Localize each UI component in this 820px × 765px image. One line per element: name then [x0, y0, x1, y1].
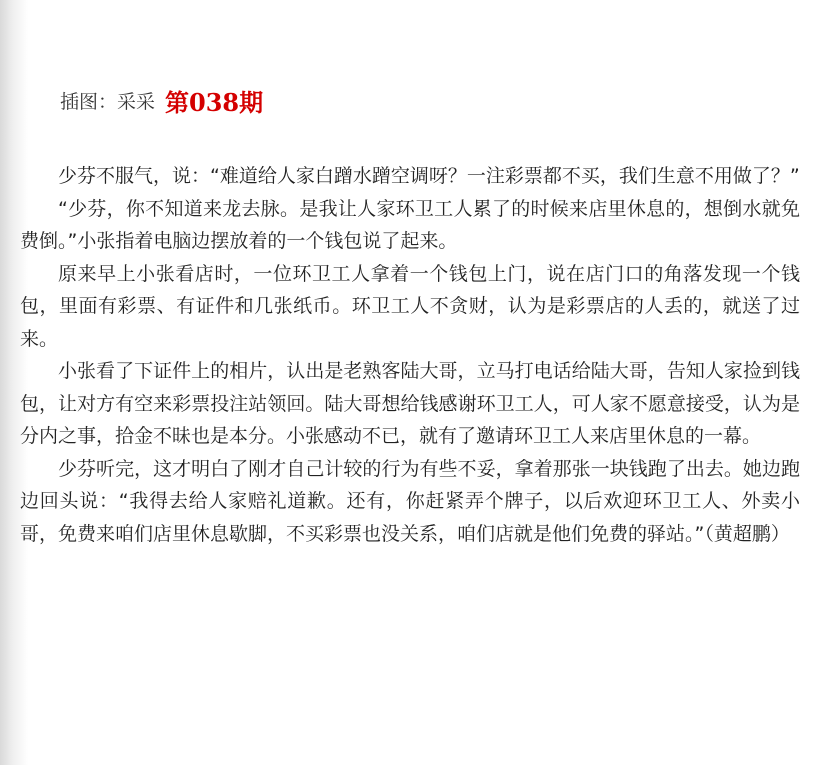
paragraph-2: “少芬，你不知道来龙去脉。是我让人家环卫工人累了的时候来店里休息的，想倒水就免费倒。”小张指着电脑边摆放着的一个钱包说了起来。	[20, 197, 800, 252]
caption-line	[20, 78, 800, 122]
article-body	[20, 160, 800, 550]
paragraph-1: 少芬不服气，说：“难道给人家白蹭水蹭空调呀？一注彩票都不买，我们生意不用做了？”	[58, 165, 800, 187]
issue-number: 第038期	[165, 87, 264, 117]
illustration-credit: 插图：采采	[60, 90, 156, 113]
article	[20, 78, 800, 550]
paragraph-5: 少芬听完，这才明白了刚才自己计较的行为有些不妥，拿着那张一块钱跑了出去。她边跑边回头说：“我得去给人家赔礼道歉。还有，你赶紧弄个牌子，以后欢迎环卫工人、外卖小哥，免费来咱们店里休息歇脚，不买彩票也没关系，咱们店就是他们免费的驿站。”（黄超鹏）	[20, 457, 800, 545]
paragraph-3: 原来早上小张看店时，一位环卫工人拿着一个钱包上门，说在店门口的角落发现一个钱包，里面有彩票、有证件和几张纸币。环卫工人不贪财，认为是彩票店的人丢的，就送了过来。	[20, 262, 800, 350]
paragraph-4: 小张看了下证件上的相片，认出是老熟客陆大哥，立马打电话给陆大哥，告知人家捡到钱包，让对方有空来彩票投注站领回。陆大哥想给钱感谢环卫工人，可人家不愿意接受，认为是分内之事，拾金不昧也是本分。小张感动不已，就有了邀请环卫工人来店里休息的一幕。	[20, 360, 800, 447]
